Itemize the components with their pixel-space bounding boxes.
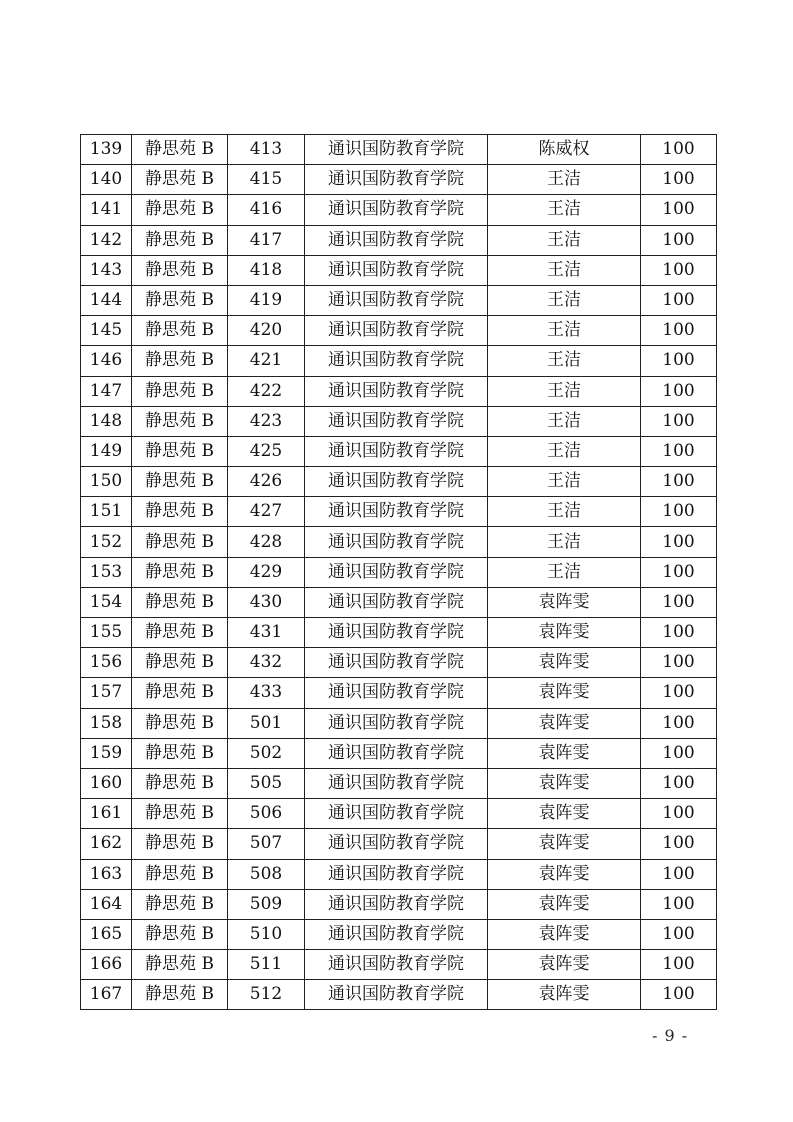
cell-score: 100 (641, 859, 717, 889)
cell-person: 王洁 (488, 436, 641, 466)
cell-person: 袁阵雯 (488, 829, 641, 859)
cell-college: 通识国防教育学院 (305, 467, 488, 497)
cell-score: 100 (641, 980, 717, 1010)
cell-building: 静思苑 B (132, 829, 228, 859)
cell-building: 静思苑 B (132, 919, 228, 949)
cell-score: 100 (641, 889, 717, 919)
cell-college: 通识国防教育学院 (305, 255, 488, 285)
cell-college: 通识国防教育学院 (305, 950, 488, 980)
table-row (81, 919, 717, 949)
table-row (81, 557, 717, 587)
table-row (81, 285, 717, 315)
cell-score: 100 (641, 587, 717, 617)
cell-index: 167 (81, 980, 132, 1010)
cell-building: 静思苑 B (132, 678, 228, 708)
table-row (81, 768, 717, 798)
cell-index: 155 (81, 618, 132, 648)
cell-college: 通识国防教育学院 (305, 708, 488, 738)
cell-college: 通识国防教育学院 (305, 919, 488, 949)
cell-building: 静思苑 B (132, 255, 228, 285)
table-row (81, 799, 717, 829)
cell-room: 501 (228, 708, 305, 738)
cell-college: 通识国防教育学院 (305, 376, 488, 406)
cell-building: 静思苑 B (132, 557, 228, 587)
cell-index: 152 (81, 527, 132, 557)
cell-college: 通识国防教育学院 (305, 799, 488, 829)
table-row (81, 889, 717, 919)
cell-college: 通识国防教育学院 (305, 738, 488, 768)
cell-room: 427 (228, 497, 305, 527)
table-row (81, 829, 717, 859)
cell-person: 王洁 (488, 527, 641, 557)
cell-room: 425 (228, 436, 305, 466)
cell-building: 静思苑 B (132, 980, 228, 1010)
cell-score: 100 (641, 135, 717, 165)
cell-room: 507 (228, 829, 305, 859)
cell-room: 421 (228, 346, 305, 376)
cell-college: 通识国防教育学院 (305, 587, 488, 617)
cell-index: 160 (81, 768, 132, 798)
cell-building: 静思苑 B (132, 768, 228, 798)
cell-room: 512 (228, 980, 305, 1010)
table-row (81, 527, 717, 557)
cell-score: 100 (641, 738, 717, 768)
cell-room: 418 (228, 255, 305, 285)
cell-room: 428 (228, 527, 305, 557)
table-row (81, 195, 717, 225)
cell-person: 王洁 (488, 497, 641, 527)
cell-index: 154 (81, 587, 132, 617)
cell-index: 151 (81, 497, 132, 527)
cell-index: 145 (81, 316, 132, 346)
cell-index: 149 (81, 436, 132, 466)
cell-person: 王洁 (488, 285, 641, 315)
cell-score: 100 (641, 708, 717, 738)
cell-person: 袁阵雯 (488, 859, 641, 889)
cell-college: 通识国防教育学院 (305, 497, 488, 527)
cell-college: 通识国防教育学院 (305, 225, 488, 255)
cell-person: 袁阵雯 (488, 587, 641, 617)
cell-person: 王洁 (488, 376, 641, 406)
cell-person: 袁阵雯 (488, 799, 641, 829)
cell-college: 通识国防教育学院 (305, 768, 488, 798)
cell-score: 100 (641, 527, 717, 557)
cell-building: 静思苑 B (132, 497, 228, 527)
cell-room: 415 (228, 165, 305, 195)
cell-room: 430 (228, 587, 305, 617)
cell-index: 158 (81, 708, 132, 738)
cell-index: 163 (81, 859, 132, 889)
table-row (81, 678, 717, 708)
cell-building: 静思苑 B (132, 135, 228, 165)
table-row (81, 708, 717, 738)
cell-score: 100 (641, 829, 717, 859)
cell-building: 静思苑 B (132, 950, 228, 980)
cell-room: 508 (228, 859, 305, 889)
cell-person: 王洁 (488, 406, 641, 436)
table-row (81, 436, 717, 466)
cell-college: 通识国防教育学院 (305, 859, 488, 889)
cell-person: 袁阵雯 (488, 618, 641, 648)
table-body (81, 135, 717, 1010)
cell-room: 426 (228, 467, 305, 497)
table-row (81, 165, 717, 195)
table-row (81, 255, 717, 285)
cell-score: 100 (641, 919, 717, 949)
cell-building: 静思苑 B (132, 406, 228, 436)
cell-index: 142 (81, 225, 132, 255)
cell-college: 通识国防教育学院 (305, 618, 488, 648)
cell-index: 159 (81, 738, 132, 768)
cell-college: 通识国防教育学院 (305, 648, 488, 678)
table-row (81, 225, 717, 255)
cell-score: 100 (641, 648, 717, 678)
cell-building: 静思苑 B (132, 467, 228, 497)
cell-index: 162 (81, 829, 132, 859)
table-row (81, 316, 717, 346)
cell-room: 416 (228, 195, 305, 225)
page-number: - 9 - (652, 1026, 689, 1045)
cell-college: 通识国防教育学院 (305, 346, 488, 376)
cell-index: 166 (81, 950, 132, 980)
cell-person: 王洁 (488, 225, 641, 255)
cell-index: 144 (81, 285, 132, 315)
cell-person: 袁阵雯 (488, 768, 641, 798)
cell-index: 164 (81, 889, 132, 919)
cell-person: 王洁 (488, 467, 641, 497)
cell-college: 通识国防教育学院 (305, 829, 488, 859)
cell-score: 100 (641, 557, 717, 587)
cell-building: 静思苑 B (132, 889, 228, 919)
cell-person: 王洁 (488, 316, 641, 346)
cell-room: 423 (228, 406, 305, 436)
cell-person: 王洁 (488, 165, 641, 195)
cell-room: 431 (228, 618, 305, 648)
cell-score: 100 (641, 285, 717, 315)
cell-building: 静思苑 B (132, 165, 228, 195)
cell-building: 静思苑 B (132, 587, 228, 617)
table-row (81, 738, 717, 768)
cell-person: 陈威权 (488, 135, 641, 165)
cell-person: 王洁 (488, 255, 641, 285)
cell-person: 袁阵雯 (488, 950, 641, 980)
cell-index: 157 (81, 678, 132, 708)
cell-person: 王洁 (488, 557, 641, 587)
cell-building: 静思苑 B (132, 436, 228, 466)
data-table (80, 134, 717, 1010)
cell-building: 静思苑 B (132, 738, 228, 768)
cell-room: 429 (228, 557, 305, 587)
cell-building: 静思苑 B (132, 527, 228, 557)
table-row (81, 618, 717, 648)
table-row (81, 135, 717, 165)
cell-college: 通识国防教育学院 (305, 165, 488, 195)
cell-college: 通识国防教育学院 (305, 316, 488, 346)
cell-college: 通识国防教育学院 (305, 406, 488, 436)
cell-room: 419 (228, 285, 305, 315)
cell-person: 王洁 (488, 346, 641, 376)
cell-person: 袁阵雯 (488, 678, 641, 708)
cell-index: 150 (81, 467, 132, 497)
cell-room: 420 (228, 316, 305, 346)
table-row (81, 950, 717, 980)
cell-room: 505 (228, 768, 305, 798)
cell-index: 153 (81, 557, 132, 587)
table-row (81, 406, 717, 436)
cell-college: 通识国防教育学院 (305, 436, 488, 466)
cell-index: 139 (81, 135, 132, 165)
cell-building: 静思苑 B (132, 799, 228, 829)
cell-college: 通识国防教育学院 (305, 678, 488, 708)
cell-building: 静思苑 B (132, 618, 228, 648)
cell-college: 通识国防教育学院 (305, 135, 488, 165)
table-row (81, 467, 717, 497)
cell-room: 417 (228, 225, 305, 255)
cell-college: 通识国防教育学院 (305, 527, 488, 557)
cell-room: 511 (228, 950, 305, 980)
cell-score: 100 (641, 406, 717, 436)
cell-score: 100 (641, 768, 717, 798)
cell-index: 146 (81, 346, 132, 376)
cell-person: 袁阵雯 (488, 648, 641, 678)
cell-score: 100 (641, 799, 717, 829)
cell-building: 静思苑 B (132, 285, 228, 315)
cell-score: 100 (641, 950, 717, 980)
cell-score: 100 (641, 316, 717, 346)
cell-building: 静思苑 B (132, 708, 228, 738)
cell-index: 141 (81, 195, 132, 225)
cell-score: 100 (641, 346, 717, 376)
cell-building: 静思苑 B (132, 376, 228, 406)
cell-index: 140 (81, 165, 132, 195)
cell-room: 432 (228, 648, 305, 678)
cell-building: 静思苑 B (132, 316, 228, 346)
cell-college: 通识国防教育学院 (305, 980, 488, 1010)
cell-score: 100 (641, 195, 717, 225)
cell-room: 506 (228, 799, 305, 829)
cell-index: 156 (81, 648, 132, 678)
table-row (81, 376, 717, 406)
cell-building: 静思苑 B (132, 346, 228, 376)
cell-score: 100 (641, 436, 717, 466)
cell-score: 100 (641, 497, 717, 527)
cell-index: 161 (81, 799, 132, 829)
cell-score: 100 (641, 618, 717, 648)
table-row (81, 497, 717, 527)
cell-building: 静思苑 B (132, 225, 228, 255)
cell-room: 413 (228, 135, 305, 165)
cell-person: 袁阵雯 (488, 708, 641, 738)
cell-score: 100 (641, 467, 717, 497)
cell-index: 148 (81, 406, 132, 436)
cell-score: 100 (641, 225, 717, 255)
cell-building: 静思苑 B (132, 859, 228, 889)
cell-person: 袁阵雯 (488, 889, 641, 919)
cell-room: 422 (228, 376, 305, 406)
cell-room: 433 (228, 678, 305, 708)
cell-college: 通识国防教育学院 (305, 285, 488, 315)
cell-person: 王洁 (488, 195, 641, 225)
cell-score: 100 (641, 376, 717, 406)
cell-score: 100 (641, 165, 717, 195)
cell-building: 静思苑 B (132, 648, 228, 678)
cell-building: 静思苑 B (132, 195, 228, 225)
table-row (81, 980, 717, 1010)
table-row (81, 859, 717, 889)
cell-room: 509 (228, 889, 305, 919)
cell-college: 通识国防教育学院 (305, 889, 488, 919)
cell-score: 100 (641, 678, 717, 708)
cell-room: 502 (228, 738, 305, 768)
cell-college: 通识国防教育学院 (305, 195, 488, 225)
table-row (81, 587, 717, 617)
cell-college: 通识国防教育学院 (305, 557, 488, 587)
table-row (81, 346, 717, 376)
cell-score: 100 (641, 255, 717, 285)
table-row (81, 648, 717, 678)
cell-person: 袁阵雯 (488, 919, 641, 949)
cell-room: 510 (228, 919, 305, 949)
cell-index: 143 (81, 255, 132, 285)
cell-person: 袁阵雯 (488, 738, 641, 768)
cell-person: 袁阵雯 (488, 980, 641, 1010)
cell-index: 165 (81, 919, 132, 949)
cell-index: 147 (81, 376, 132, 406)
